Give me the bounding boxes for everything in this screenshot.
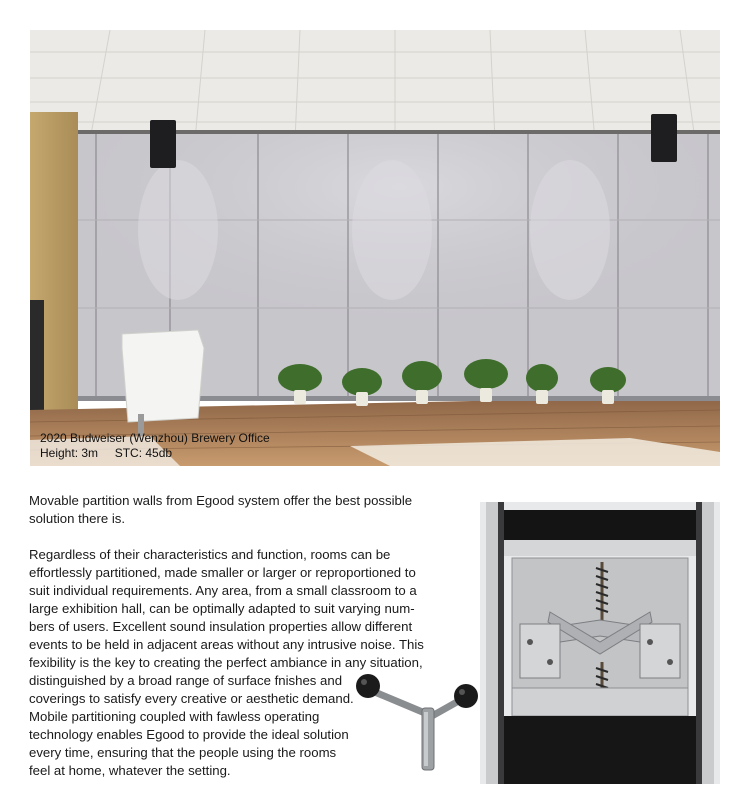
partition-seal-mechanism-icon [480,502,720,784]
text-line: Movable partition walls from Egood system offer the best possible [29,493,413,508]
text-line: events to be held in adjacent areas without any intrusive noise. This [29,637,424,652]
room-photo [30,30,720,466]
caption-specs: Height: 3m STC: 45db [40,446,173,460]
photo-caption [40,431,270,461]
text-line: large exhibition hall, can be optimally adapted to suit varying num- [29,601,415,616]
text-line: technology enables Egood to provide the ideal solution [29,727,349,742]
partition-wall-room-illustration [30,30,720,466]
text-line: suit individual requirements. Any area, from a small classroom to a [29,583,417,598]
crank-handle-image [352,668,482,776]
text-line: Regardless of their characteristics and function, rooms can be [29,547,391,562]
text-line: distinguished by a broad range of surface fnishes and [29,673,343,688]
text-line: coverings to satisfy every creative or aesthetic demand. [29,691,354,706]
text-line: feel at home, whatever the setting. [29,763,231,778]
text-line: every time, ensuring that the people using the rooms [29,745,337,760]
text-line: solution there is. [29,511,126,526]
text-line: Mobile partitioning coupled with fawless operating [29,709,320,724]
crank-handle-icon [352,668,482,776]
text-line: bers of users. Excellent sound insulation properties allow different [29,619,413,634]
intro-paragraph [29,492,429,528]
caption-project: 2020 Budweiser (Wenzhou) Brewery Office [40,431,270,445]
text-line: effortlessly partitioned, made smaller or larger or reproportioned to [29,565,416,580]
text-line: fexibility is the key to creating the perfect ambiance in any situation, [29,655,423,670]
mechanism-image [480,502,720,784]
